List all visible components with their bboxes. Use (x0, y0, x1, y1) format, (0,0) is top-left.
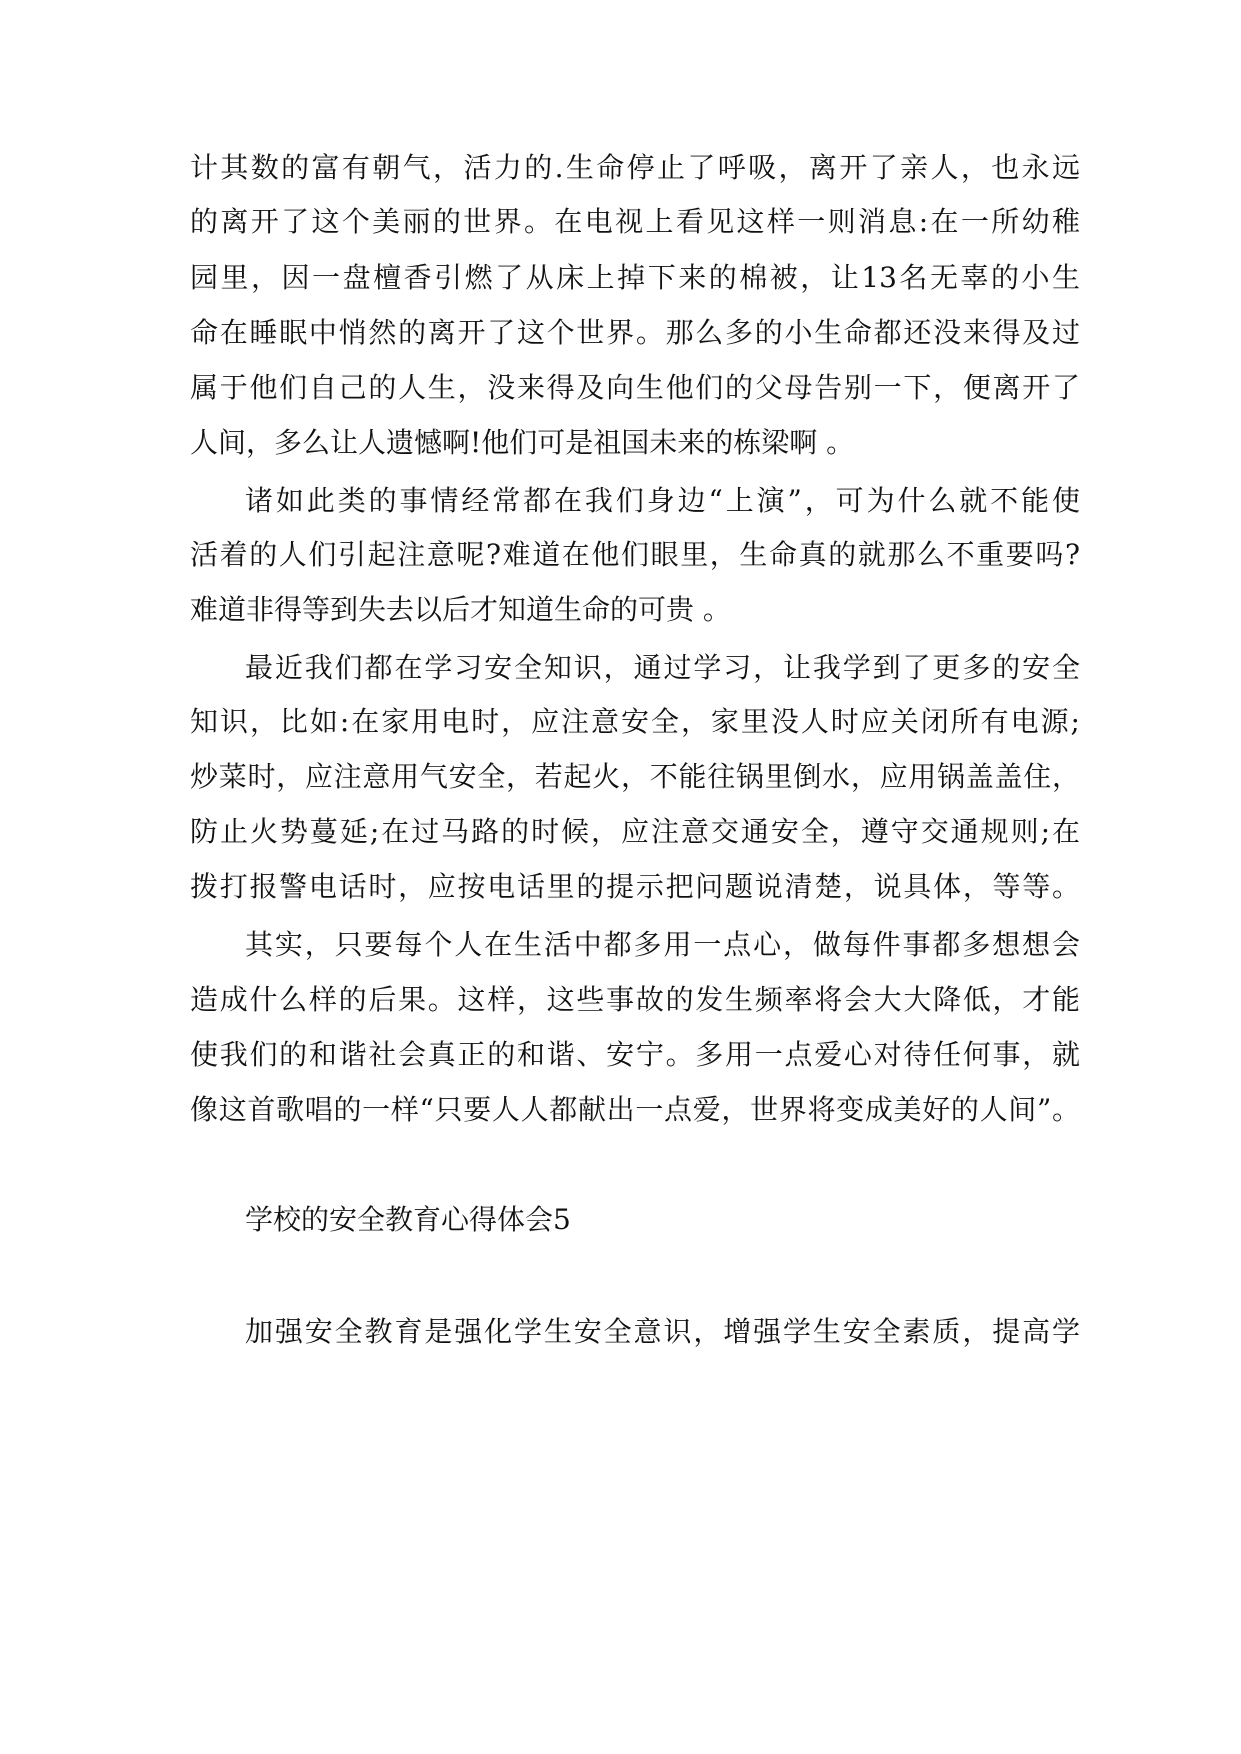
text-line: 园里，因一盘檀香引燃了从床上掉下来的棉被，让13名无辜的小生 (190, 261, 1080, 294)
text-line-last: 人间，多么让人遗憾啊!他们可是祖国未来的栋梁啊 。 (190, 426, 855, 459)
text-line: 活着的人们引起注意呢?难道在他们眼里，生命真的就那么不重要吗? (190, 538, 1080, 571)
text-line: 使我们的和谐社会真正的和谐、安宁。多用一点爱心对待任何事，就 (190, 1038, 1080, 1071)
text-line: 防止火势蔓延;在过马路的时候，应注意交通安全，遵守交通规则;在 (190, 815, 1080, 848)
text-line-last: 像这首歌唱的一样“只要人人都献出一点爱，世界将变成美好的人间”。 (190, 1093, 1080, 1126)
text-line-indented: 最近我们都在学习安全知识，通过学习，让我学到了更多的安全 (245, 651, 1080, 684)
text-line: 知识，比如:在家用电时，应注意安全，家里没人时应关闭所有电源; (190, 705, 1080, 738)
text-line: 炒菜时，应注意用气安全，若起火，不能往锅里倒水，应用锅盖盖住， (190, 760, 1080, 793)
text-line: 计其数的富有朝气，活力的.生命停止了呼吸，离开了亲人，也永远 (190, 151, 1080, 184)
text-line: 命在睡眠中悄然的离开了这个世界。那么多的小生命都还没来得及过 (190, 316, 1080, 349)
text-line-last: 难道非得等到失去以后才知道生命的可贵 。 (190, 593, 731, 626)
text-line-last: 拨打报警电话时，应按电话里的提示把问题说清楚，说具体，等等。 (190, 870, 1080, 903)
section-heading: 学校的安全教育心得体会5 (245, 1203, 571, 1236)
text-line-indented: 诸如此类的事情经常都在我们身边“上演”，可为什么就不能使 (245, 484, 1080, 517)
text-line-indented: 其实，只要每个人在生活中都多用一点心，做每件事都多想想会 (245, 928, 1080, 961)
text-line: 造成什么样的后果。这样，这些事故的发生频率将会大大降低，才能 (190, 983, 1080, 1016)
text-line-indented: 加强安全教育是强化学生安全意识，增强学生安全素质，提高学 (245, 1315, 1080, 1348)
text-line: 属于他们自己的人生，没来得及向生他们的父母告别一下，便离开了 (190, 371, 1080, 404)
text-line: 的离开了这个美丽的世界。在电视上看见这样一则消息:在一所幼稚 (190, 205, 1080, 238)
